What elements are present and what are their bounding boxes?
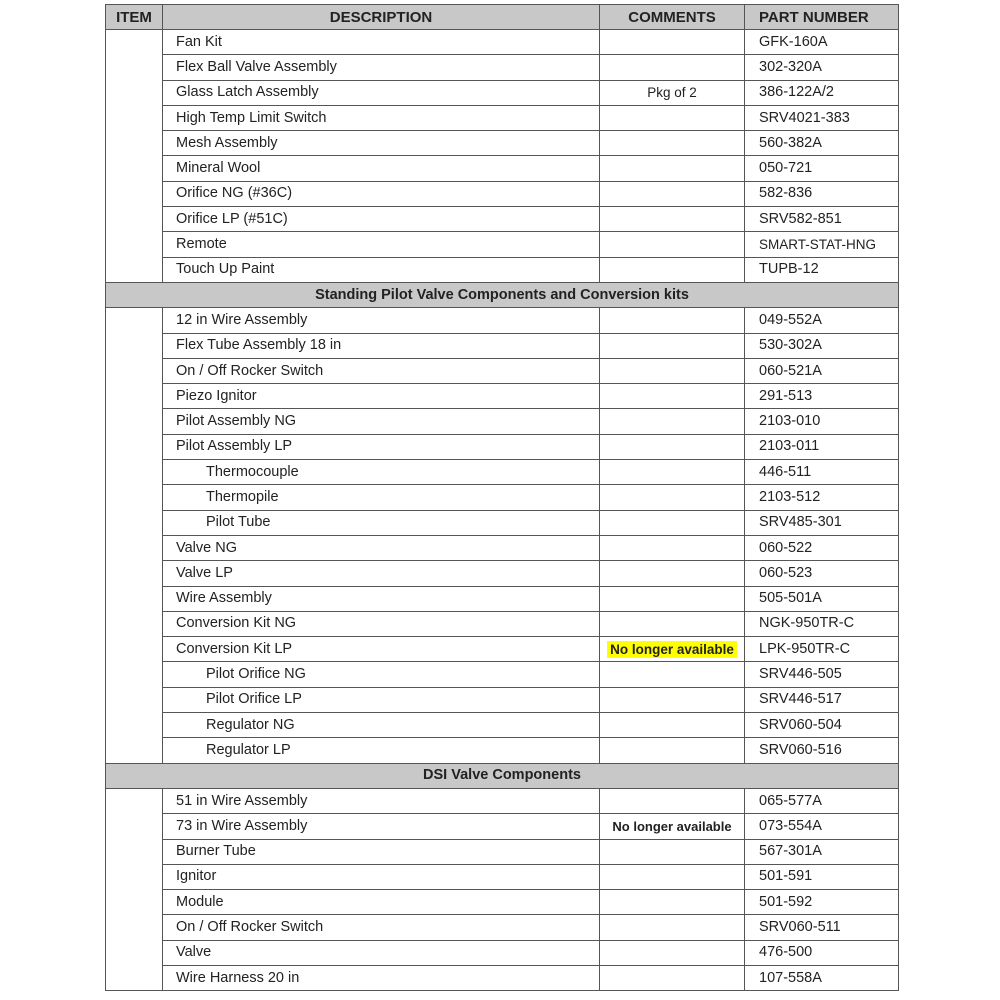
part-number-cell: 2103-011 [745,434,899,459]
item-column-header: ITEM [106,5,163,30]
description-cell: Flex Ball Valve Assembly [163,55,600,80]
section-header [106,763,899,788]
item-cell [106,788,163,813]
part-number-cell: 386-122A/2 [745,80,899,105]
comments-cell [600,131,745,156]
comments-cell [600,333,745,358]
table-row [106,637,899,662]
table-row [106,687,899,712]
part-number-cell: SRV4021-383 [745,105,899,130]
table-row [106,611,899,636]
comments-cell [600,181,745,206]
comments-cell [600,358,745,383]
description-cell: Thermocouple [163,460,600,485]
part-number-cell: 291-513 [745,384,899,409]
comments-cell [600,839,745,864]
part-number-cell: 049-552A [745,308,899,333]
comments-cell [600,586,745,611]
table-row [106,30,899,55]
section-row [106,763,899,788]
table-row [106,890,899,915]
description-cell: Glass Latch Assembly [163,80,600,105]
part-number-cell: SRV582-851 [745,207,899,232]
part-number-cell: 050-721 [745,156,899,181]
description-cell: Mesh Assembly [163,131,600,156]
description-cell: Pilot Assembly LP [163,434,600,459]
table-row [106,460,899,485]
table-row [106,105,899,130]
description-cell: Burner Tube [163,839,600,864]
table-row [106,940,899,965]
header-row [106,5,899,30]
parts-group [106,788,899,990]
part-number-cell: 560-382A [745,131,899,156]
comments-cell [600,662,745,687]
comments-cell [600,384,745,409]
part-number-cell: 060-522 [745,535,899,560]
part-number-cell: SRV060-511 [745,915,899,940]
table-row [106,181,899,206]
part-number-cell: SRV060-504 [745,713,899,738]
part-number-cell: 060-521A [745,358,899,383]
item-cell [106,586,163,611]
comments-column-header: COMMENTS [600,5,745,30]
description-column-header: DESCRIPTION [163,5,600,30]
table-row [106,662,899,687]
description-cell: Touch Up Paint [163,257,600,282]
table-row [106,713,899,738]
item-cell [106,434,163,459]
part-number-cell: 501-591 [745,864,899,889]
comments-cell [600,460,745,485]
item-cell [106,687,163,712]
part-number-cell: 476-500 [745,940,899,965]
table-row [106,485,899,510]
item-cell [106,308,163,333]
item-cell [106,637,163,662]
comments-cell [600,535,745,560]
description-cell: Pilot Tube [163,510,600,535]
item-cell [106,965,163,990]
description-cell: Thermopile [163,485,600,510]
table-row [106,333,899,358]
section-title: DSI Valve Components [106,763,899,788]
description-cell: Wire Assembly [163,586,600,611]
table-row [106,358,899,383]
part-number-cell: SRV060-516 [745,738,899,763]
description-cell: Ignitor [163,864,600,889]
description-cell: Fan Kit [163,30,600,55]
part-number-cell: 060-523 [745,561,899,586]
comments-cell [600,308,745,333]
item-cell [106,257,163,282]
comments-cell [600,637,745,662]
comments-cell [600,232,745,257]
description-cell: Flex Tube Assembly 18 in [163,333,600,358]
table-row [106,535,899,560]
item-cell [106,814,163,839]
description-cell: Wire Harness 20 in [163,965,600,990]
comments-cell [600,890,745,915]
part-number-cell: 505-501A [745,586,899,611]
comments-cell: Pkg of 2 [600,80,745,105]
description-cell: On / Off Rocker Switch [163,915,600,940]
comments-cell [600,713,745,738]
item-cell [106,333,163,358]
item-cell [106,535,163,560]
part-number-cell: 107-558A [745,965,899,990]
comments-cell [600,434,745,459]
description-cell: 12 in Wire Assembly [163,308,600,333]
table-row [106,915,899,940]
item-cell [106,30,163,55]
description-cell: Valve NG [163,535,600,560]
table-row [106,814,899,839]
part-number-cell: 501-592 [745,890,899,915]
item-cell [106,207,163,232]
item-cell [106,105,163,130]
part-number-cell: 567-301A [745,839,899,864]
comments-cell [600,687,745,712]
item-cell [106,561,163,586]
table-row [106,788,899,813]
table-row [106,409,899,434]
comments-cell [600,55,745,80]
part-number-cell: 073-554A [745,814,899,839]
description-cell: Orifice NG (#36C) [163,181,600,206]
description-cell: Conversion Kit NG [163,611,600,636]
comments-cell [600,965,745,990]
description-cell: Regulator LP [163,738,600,763]
table-row [106,384,899,409]
comments-cell [600,788,745,813]
item-cell [106,409,163,434]
description-cell: Conversion Kit LP [163,637,600,662]
item-cell [106,156,163,181]
part-number-cell: 530-302A [745,333,899,358]
part-number-cell: 065-577A [745,788,899,813]
item-cell [106,915,163,940]
description-cell: Piezo Ignitor [163,384,600,409]
item-cell [106,864,163,889]
section-header [106,282,899,307]
description-cell: 51 in Wire Assembly [163,788,600,813]
description-cell: High Temp Limit Switch [163,105,600,130]
comments-cell [600,940,745,965]
comments-cell [600,510,745,535]
item-cell [106,940,163,965]
comments-cell [600,105,745,130]
parts-list-table [105,4,899,991]
table-row [106,131,899,156]
description-cell: Remote [163,232,600,257]
item-cell [106,839,163,864]
item-cell [106,890,163,915]
part-number-cell: 582-836 [745,181,899,206]
description-cell: Valve LP [163,561,600,586]
table-row [106,839,899,864]
comments-cell [600,738,745,763]
comments-cell [600,409,745,434]
item-cell [106,358,163,383]
description-cell: Valve [163,940,600,965]
description-cell: Regulator NG [163,713,600,738]
table-row [106,207,899,232]
comments-cell [600,257,745,282]
parts-group [106,308,899,763]
part-number-cell: 2103-512 [745,485,899,510]
part-number-cell: NGK-950TR-C [745,611,899,636]
section-title: Standing Pilot Valve Components and Conversion kits [106,282,899,307]
part-number-cell: SMART-STAT-HNG [745,232,899,257]
item-cell [106,384,163,409]
table-row [106,864,899,889]
part-number-cell: 446-511 [745,460,899,485]
table-row [106,586,899,611]
item-cell [106,80,163,105]
part-number-cell: 2103-010 [745,409,899,434]
table-row [106,434,899,459]
comments-cell: No longer available [600,814,745,839]
item-cell [106,510,163,535]
table-row [106,510,899,535]
item-cell [106,485,163,510]
table-row [106,257,899,282]
part-number-cell: SRV446-517 [745,687,899,712]
table-row [106,55,899,80]
comments-cell [600,30,745,55]
part-number-cell: SRV485-301 [745,510,899,535]
description-cell: Orifice LP (#51C) [163,207,600,232]
section-row [106,282,899,307]
description-cell: Module [163,890,600,915]
part-number-cell: GFK-160A [745,30,899,55]
description-cell: Pilot Assembly NG [163,409,600,434]
part-number-column-header: PART NUMBER [745,5,899,30]
part-number-cell: 302-320A [745,55,899,80]
comments-cell [600,915,745,940]
comments-cell [600,207,745,232]
comments-cell [600,561,745,586]
availability-highlight: No longer available [607,641,737,658]
description-cell: 73 in Wire Assembly [163,814,600,839]
table-row [106,308,899,333]
item-cell [106,181,163,206]
table-row [106,232,899,257]
description-cell: Pilot Orifice NG [163,662,600,687]
item-cell [106,131,163,156]
comments-cell [600,611,745,636]
table-row [106,561,899,586]
description-cell: Mineral Wool [163,156,600,181]
comments-cell [600,864,745,889]
comments-cell [600,485,745,510]
item-cell [106,611,163,636]
item-cell [106,713,163,738]
comments-cell [600,156,745,181]
item-cell [106,55,163,80]
table-row [106,965,899,990]
table-row [106,80,899,105]
part-number-cell: SRV446-505 [745,662,899,687]
part-number-cell: TUPB-12 [745,257,899,282]
item-cell [106,662,163,687]
parts-table [105,4,898,991]
parts-group [106,30,899,283]
description-cell: Pilot Orifice LP [163,687,600,712]
item-cell [106,460,163,485]
part-number-cell: LPK-950TR-C [745,637,899,662]
table-row [106,738,899,763]
item-cell [106,232,163,257]
table-row [106,156,899,181]
description-cell: On / Off Rocker Switch [163,358,600,383]
item-cell [106,738,163,763]
